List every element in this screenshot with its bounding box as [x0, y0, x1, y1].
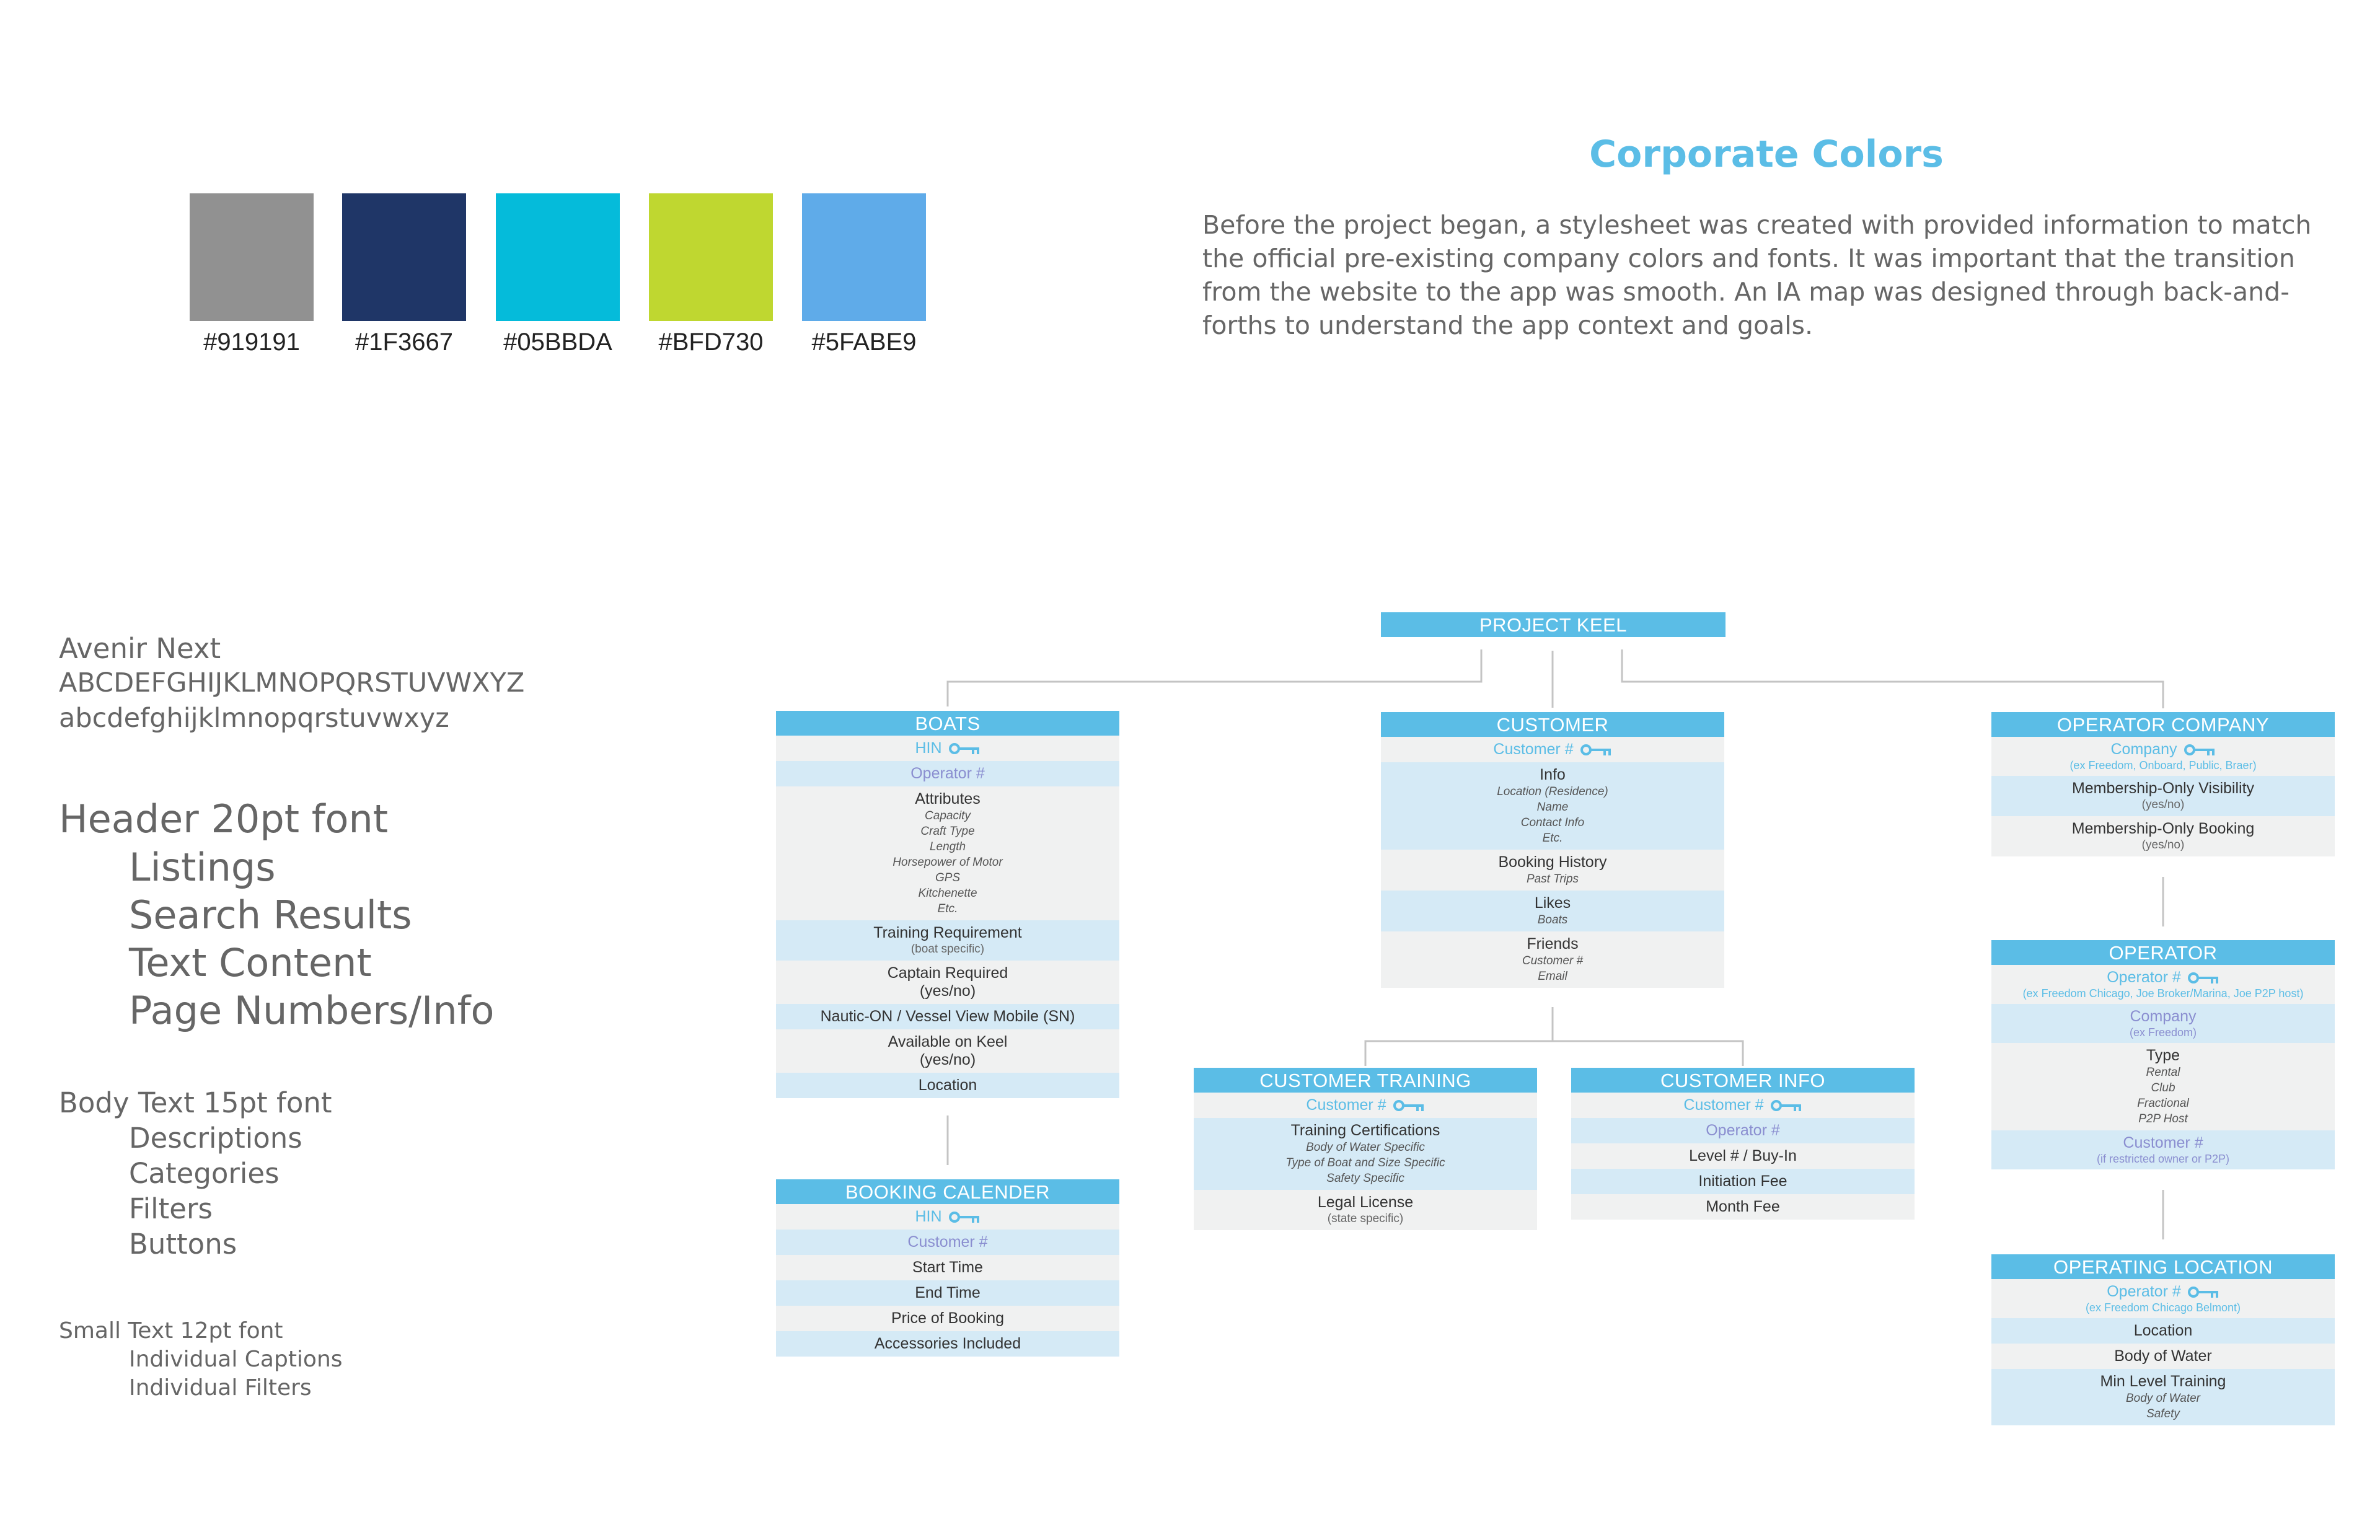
key-icon [1580, 743, 1612, 757]
certs-safety: Safety Specific [1326, 1172, 1404, 1185]
header-item: Listings [129, 845, 276, 890]
attr-kitchenette: Kitchenette [918, 887, 977, 900]
node-customer [1381, 712, 1724, 988]
attr-length: Length [929, 840, 966, 853]
membership-booking-row [1991, 816, 2335, 856]
attr-craft-type: Craft Type [920, 825, 975, 838]
header-item: Search Results [129, 892, 412, 938]
node-booking-calender [776, 1179, 1119, 1357]
start-time-row: Start Time [912, 1259, 983, 1276]
small-item: Individual Filters [129, 1375, 312, 1401]
attributes-label: Attributes [915, 790, 981, 807]
small-font-title: Small Text 12pt font [59, 1318, 283, 1344]
body-font-title: Body Text 15pt font [59, 1086, 332, 1119]
key-icon [948, 742, 981, 755]
swatch-label: #05BBDA [503, 328, 612, 356]
font-lowercase: abcdefghijklmnopqrstuvwxyz [59, 703, 449, 734]
likes-label: Likes [1534, 894, 1571, 912]
header-item: Text Content [129, 940, 372, 985]
end-time-row: End Time [776, 1280, 1119, 1306]
info-contact: Contact Info [1520, 816, 1585, 829]
company-label: Company [2110, 741, 2177, 758]
info-name: Name [1536, 801, 1569, 814]
likes-sub: Boats [1537, 913, 1568, 926]
attr-horsepower: Horsepower of Motor [892, 856, 1003, 869]
license-label: Legal License [1317, 1194, 1414, 1211]
visibility-row [1991, 776, 2335, 816]
likes-row [1381, 891, 1724, 931]
hin-row [776, 736, 1119, 761]
body-item: Buttons [129, 1228, 237, 1261]
corporate-colors-title: Corporate Colors [1589, 133, 1944, 176]
attributes-row [776, 786, 1119, 920]
swatch-label: #919191 [203, 328, 300, 356]
key-icon [2187, 971, 2219, 985]
edge-root-boats [948, 649, 1481, 706]
edge-customer-training [1365, 1007, 1553, 1066]
available-sub: (yes/no) [919, 1051, 976, 1068]
info-label: Info [1540, 766, 1566, 783]
info-row [1381, 762, 1724, 850]
swatch-label: #1F3667 [355, 328, 453, 356]
accessories-row: Accessories Included [776, 1331, 1119, 1357]
certs-boat: Type of Boat and Size Specific [1285, 1156, 1445, 1169]
node-operator [1991, 940, 2335, 1169]
friends-email: Email [1538, 970, 1567, 983]
node-customer-training [1194, 1068, 1537, 1230]
node-title: CUSTOMER TRAINING [1194, 1068, 1537, 1093]
type-rental: Rental [2146, 1066, 2180, 1079]
info-etc: Etc. [1542, 832, 1563, 845]
key-icon [1770, 1099, 1802, 1112]
friends-row [1381, 931, 1724, 988]
body-item: Descriptions [129, 1122, 302, 1155]
node-title: PROJECT KEEL [1381, 612, 1726, 637]
company-sub: (ex Freedom, Onboard, Public, Braer) [2069, 759, 2257, 772]
customer-label: Customer # [1306, 1096, 1386, 1114]
type-club: Club [2151, 1081, 2175, 1094]
swatch-label: #5FABE9 [811, 328, 917, 356]
history-sub: Past Trips [1526, 873, 1579, 886]
nautic-row: Nautic-ON / Vessel View Mobile (SN) [776, 1004, 1119, 1029]
company-row [1991, 1004, 2335, 1043]
certs-label: Training Certifications [1290, 1122, 1440, 1139]
min-training-row [1991, 1369, 2335, 1425]
customer-key-row [1381, 737, 1724, 762]
operator-row: Operator # [776, 761, 1119, 786]
small-item: Individual Captions [129, 1347, 343, 1372]
key-icon [2187, 1285, 2219, 1299]
history-label: Booking History [1498, 853, 1607, 871]
customer-key-row [1571, 1093, 1915, 1118]
edge-customer-info [1553, 1041, 1743, 1066]
key-icon [948, 1210, 981, 1224]
visibility-label: Membership-Only Visibility [2071, 780, 2255, 797]
node-title: OPERATING LOCATION [1991, 1254, 2335, 1279]
operator-key-row [1991, 965, 2335, 1004]
training-sub: (boat specific) [910, 943, 985, 956]
corporate-colors-body: Before the project began, a stylesheet was created with provided information to match the official pre-existing company colors and fonts. It was important that the transition from the website to the app was smooth. An IA map was designed through back-and-forths to understand the app context and goals. [1202, 210, 2312, 340]
month-row: Month Fee [1706, 1198, 1780, 1215]
company-label: Company [2130, 1008, 2197, 1025]
license-sub: (state specific) [1327, 1212, 1404, 1225]
info-location: Location (Residence) [1497, 785, 1608, 798]
membership-booking-sub: (yes/no) [2141, 838, 2185, 851]
hin-label: HIN [915, 739, 942, 757]
type-fractional: Fractional [2137, 1097, 2189, 1110]
training-label: Training Requirement [873, 924, 1022, 941]
company-sub: (ex Freedom) [2129, 1026, 2197, 1039]
customer-key-row [1194, 1093, 1537, 1118]
node-title: BOOKING CALENDER [776, 1179, 1119, 1204]
training-row [776, 920, 1119, 961]
swatch-label: #BFD730 [658, 328, 764, 356]
customer-sub: (if restricted owner or P2P) [2096, 1153, 2230, 1165]
attr-gps: GPS [935, 871, 961, 884]
node-customer-info [1571, 1068, 1915, 1220]
operator-label: Operator # [2107, 969, 2181, 986]
water-row: Body of Water [2114, 1347, 2212, 1365]
attr-capacity: Capacity [925, 809, 971, 822]
node-title: BOATS [776, 711, 1119, 736]
node-title: OPERATOR COMPANY [1991, 712, 2335, 737]
body-item: Filters [129, 1192, 213, 1225]
attr-etc: Etc. [937, 902, 958, 915]
node-title: CUSTOMER INFO [1571, 1068, 1915, 1093]
history-row [1381, 850, 1724, 891]
friends-customer: Customer # [1522, 954, 1584, 967]
key-icon [1393, 1099, 1425, 1112]
min-safety: Safety [2146, 1407, 2180, 1420]
available-row [776, 1029, 1119, 1073]
type-p2p: P2P Host [2138, 1112, 2188, 1125]
font-name: Avenir Next [59, 632, 221, 665]
key-icon [2184, 743, 2216, 757]
node-operator-company [1991, 712, 2335, 856]
hin-label: HIN [915, 1208, 942, 1225]
customer-label: Customer # [1493, 741, 1574, 758]
body-item: Categories [129, 1157, 280, 1190]
node-project-keel [1381, 612, 1726, 637]
visibility-sub: (yes/no) [2141, 798, 2185, 811]
customer-row: Customer # [776, 1230, 1119, 1255]
operator-label: Operator # [2107, 1283, 2181, 1300]
operator-key-row [1991, 1279, 2335, 1318]
edge-root-operator-company [1622, 649, 2163, 708]
type-label: Type [2146, 1047, 2180, 1064]
min-water: Body of Water [2125, 1392, 2201, 1405]
hin-row [776, 1204, 1119, 1230]
min-label: Min Level Training [2100, 1373, 2226, 1390]
location-row: Location [1991, 1318, 2335, 1344]
captain-row [776, 961, 1119, 1004]
friends-label: Friends [1527, 935, 1579, 953]
node-operating-location [1991, 1254, 2335, 1425]
certifications-row [1194, 1118, 1537, 1190]
available-label: Available on Keel [888, 1033, 1008, 1050]
location-row: Location [776, 1073, 1119, 1098]
font-uppercase: ABCDEFGHIJKLMNOPQRSTUVWXYZ [59, 667, 525, 698]
captain-sub: (yes/no) [919, 982, 976, 1000]
customer-label: Customer # [1683, 1096, 1764, 1114]
level-row: Level # / Buy-In [1689, 1147, 1797, 1164]
customer-label: Customer # [2123, 1134, 2203, 1151]
operator-sub: (ex Freedom Chicago Belmont) [2085, 1301, 2241, 1314]
customer-row [1991, 1130, 2335, 1169]
node-title: OPERATOR [1991, 940, 2335, 965]
membership-booking-label: Membership-Only Booking [2071, 820, 2255, 837]
header-item: Page Numbers/Info [129, 988, 495, 1033]
operator-row: Operator # [1571, 1118, 1915, 1143]
captain-label: Captain Required [887, 964, 1008, 982]
operator-sub: (ex Freedom Chicago, Joe Broker/Marina, Joe P2P host) [2022, 987, 2304, 1000]
header-font-title: Header 20pt font [59, 796, 389, 842]
certs-water: Body of Water Specific [1306, 1141, 1425, 1154]
company-key-row [1991, 737, 2335, 776]
initiation-row: Initiation Fee [1571, 1169, 1915, 1194]
price-row: Price of Booking [891, 1309, 1005, 1327]
type-row [1991, 1043, 2335, 1130]
license-row [1194, 1190, 1537, 1230]
node-title: CUSTOMER [1381, 712, 1724, 737]
node-boats [776, 711, 1119, 1098]
